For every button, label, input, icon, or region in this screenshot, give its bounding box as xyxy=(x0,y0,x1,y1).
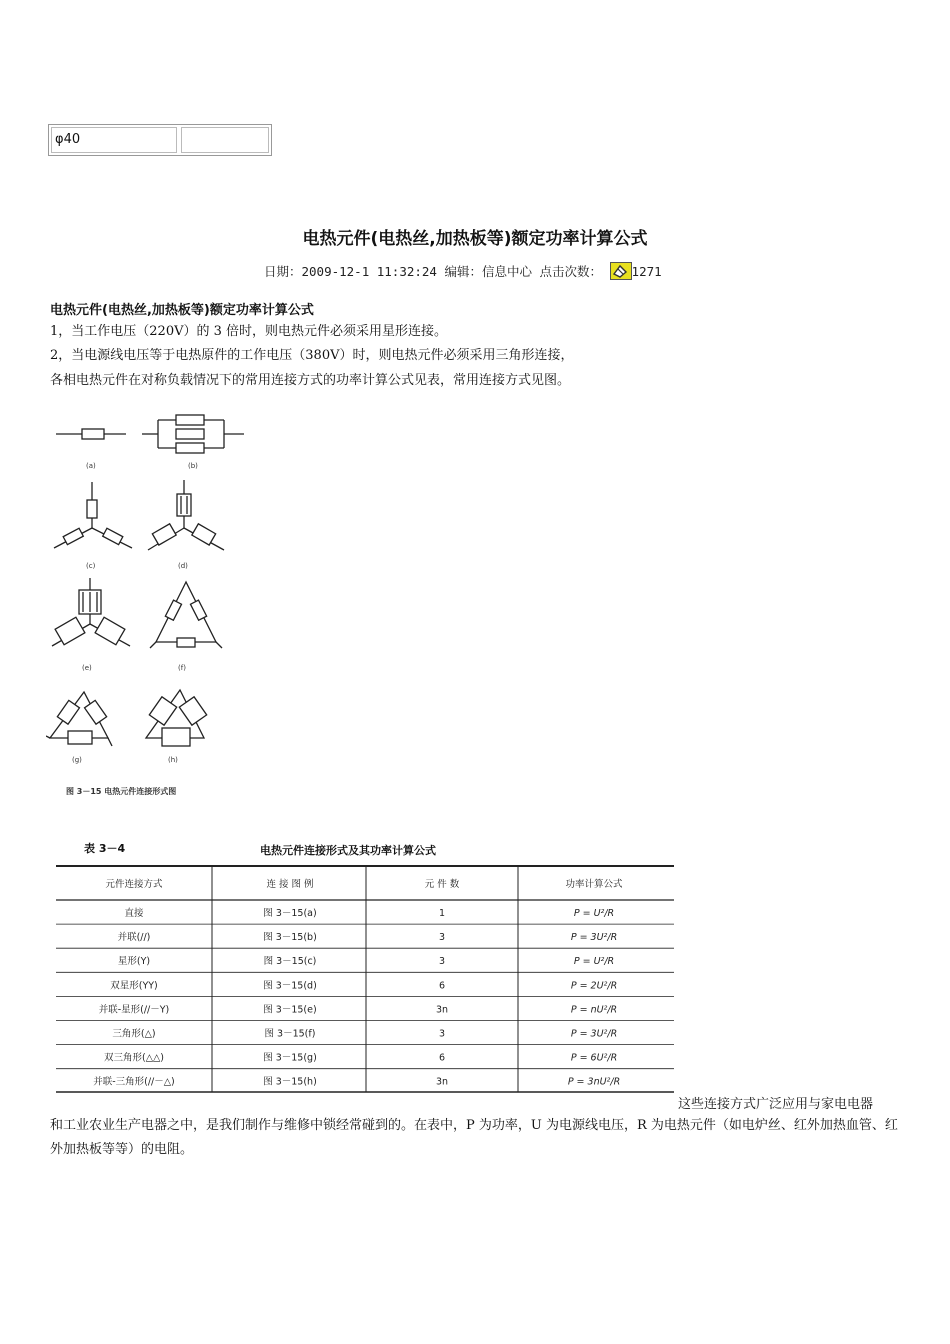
table-cell: 三角形(△) xyxy=(112,1028,156,1040)
table-cell: 直接 xyxy=(124,908,144,919)
article-title: 电热元件(电热丝,加热板等)额定功率计算公式 xyxy=(302,229,648,249)
diagram-h xyxy=(146,690,207,746)
paragraph-2: 2，当电源线电压等于电热原件的工作电压（380V）时，则电热元件必须采用三角形连接， xyxy=(50,348,574,363)
table-cell: 图 3－15(f) xyxy=(264,1028,316,1040)
table-cell: P = U²/R xyxy=(573,908,615,919)
table-cell: 双星形(YY) xyxy=(110,980,158,992)
table-cell: 并联-星形(//－Y) xyxy=(98,1004,170,1016)
header-diagram-ref: 连 接 图 例 xyxy=(266,879,314,890)
table-cell: 图 3－15(h) xyxy=(263,1076,317,1088)
label-g: (g) xyxy=(72,756,82,764)
label-b: (b) xyxy=(188,462,198,470)
table-cell: P = 3U²/R xyxy=(570,1028,618,1040)
label-e: (e) xyxy=(82,664,92,672)
diagram-c xyxy=(54,482,132,548)
diagram-a xyxy=(56,429,126,439)
table-cell: 6 xyxy=(438,980,446,992)
diagram-g xyxy=(46,692,112,746)
paragraph-1: 1，当工作电压（220V）的 3 倍时，则电热元件必须采用星形连接。 xyxy=(50,324,448,339)
diagram-b xyxy=(142,415,244,453)
table-cell: 图 3－15(b) xyxy=(263,932,317,944)
diagram-f xyxy=(150,582,222,648)
top-table-cell-1: φ40 xyxy=(51,127,177,153)
top-table-cell-2 xyxy=(181,127,269,153)
hit-count: 1271 xyxy=(631,264,662,279)
figure-caption: 图 3－15 电热元件连接形式图 xyxy=(66,787,177,796)
table-cell: 并联-三角形(//－△) xyxy=(93,1076,175,1088)
diagram-e xyxy=(52,578,130,646)
table-cell: 并联(//) xyxy=(117,932,151,944)
table-cell: 图 3－15(d) xyxy=(263,980,317,992)
table-cell: 3n xyxy=(435,1004,449,1016)
label-a: (a) xyxy=(86,462,96,470)
table-cell: P = U²/R xyxy=(573,956,615,968)
header-power-formula: 功率计算公式 xyxy=(565,879,623,890)
label-d: (d) xyxy=(178,562,188,570)
table-cell: 图 3－15(a) xyxy=(263,908,317,919)
table-cell: 双三角形(△△) xyxy=(103,1052,165,1064)
hit-counter-icon xyxy=(610,262,630,280)
article-meta xyxy=(264,262,662,280)
table-cell: 星形(Y) xyxy=(117,956,151,968)
table-cell: 3 xyxy=(438,932,446,944)
table-cell: 1 xyxy=(438,908,446,919)
table-cell: 图 3－15(e) xyxy=(263,1004,317,1016)
header-element-count: 元 件 数 xyxy=(424,879,460,890)
table-cell: 3n xyxy=(435,1076,449,1088)
paragraph-3: 各相电热元件在对称负载情况下的常用连接方式的功率计算公式见表，常用连接方式见图。 xyxy=(50,373,571,388)
label-f: (f) xyxy=(178,664,186,672)
section-subtitle: 电热元件(电热丝,加热板等)额定功率计算公式 xyxy=(50,303,314,318)
table-title: 电热元件连接形式及其功率计算公式 xyxy=(260,844,436,857)
connection-diagram-figure xyxy=(46,410,256,804)
table-cell: 图 3－15(g) xyxy=(263,1052,317,1064)
table-cell: 6 xyxy=(438,1052,446,1064)
table-cell: P = 3U²/R xyxy=(570,932,618,944)
label-h: (h) xyxy=(168,756,178,764)
table-cell: 图 3－15(c) xyxy=(263,956,317,968)
meta-text: 日期：2009-12-1 11:32:24 编辑：信息中心 点击次数： xyxy=(264,264,603,279)
table-number: 表 3－4 xyxy=(84,842,126,855)
top-table xyxy=(48,124,272,156)
power-formula-table xyxy=(54,838,676,1100)
tail-text-paragraph: 和工业农业生产电器之中，是我们制作与维修中锁经常碰到的。在表中，P 为功率，U 为电源线电压，R 为电热元件（如电炉丝、红外加热血管、红外加热板等等）的电阻。 xyxy=(50,1118,898,1157)
label-c: (c) xyxy=(86,562,96,570)
header-connection-mode: 元件连接方式 xyxy=(105,879,163,890)
table-cell: 3 xyxy=(438,956,446,968)
table-cell: P = 3nU²/R xyxy=(567,1076,621,1088)
table-cell: P = 6U²/R xyxy=(570,1052,618,1064)
diagram-d xyxy=(148,480,224,550)
tail-text-line-1: 这些连接方式广泛应用与家电电器 xyxy=(678,1097,874,1112)
table-cell: P = nU²/R xyxy=(570,1004,618,1016)
table-cell: P = 2U²/R xyxy=(570,980,618,992)
table-cell: 3 xyxy=(438,1028,446,1040)
